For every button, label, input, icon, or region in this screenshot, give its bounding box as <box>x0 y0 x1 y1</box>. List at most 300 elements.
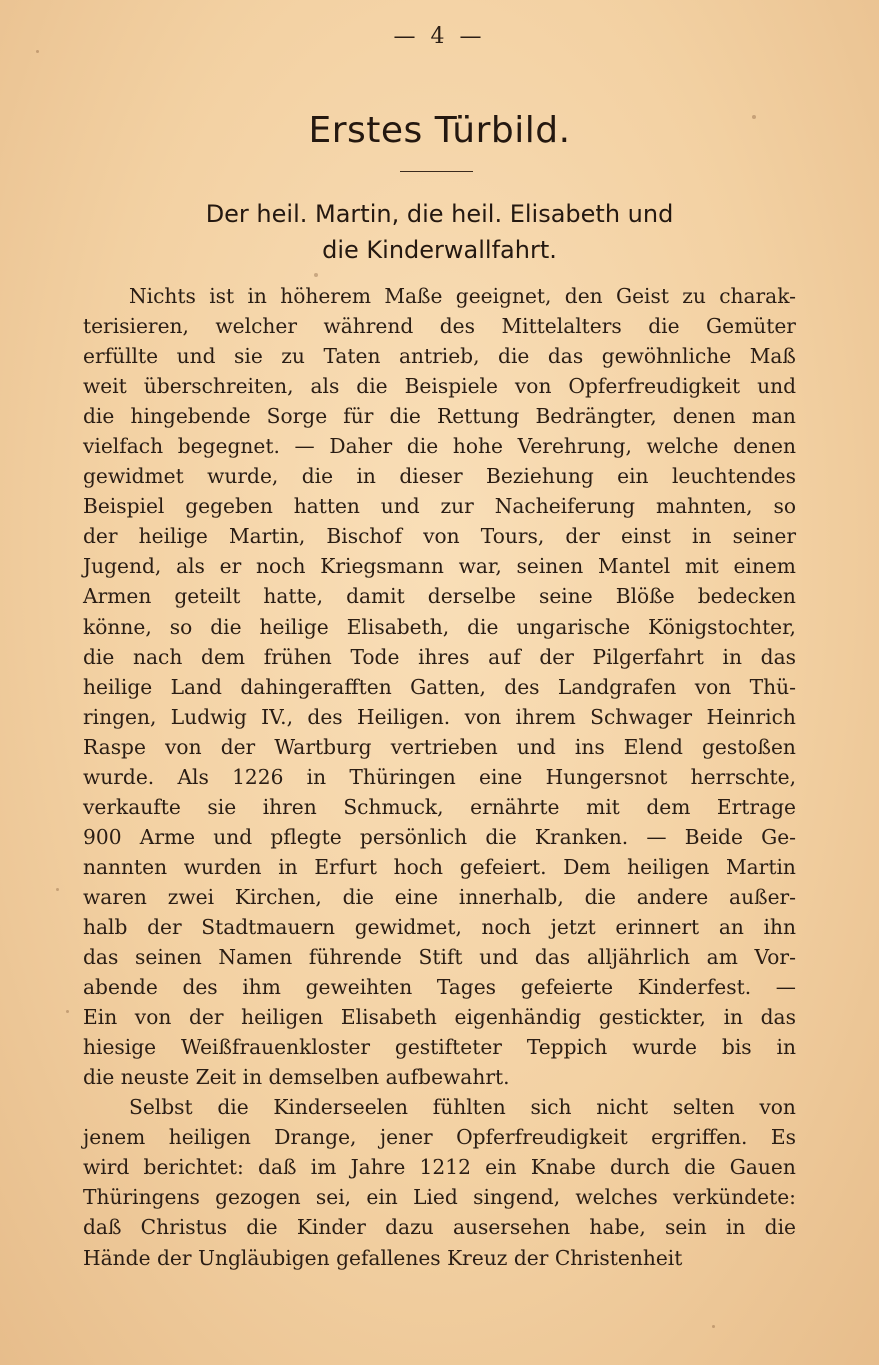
word: Opferfreudigkeit <box>456 1125 628 1150</box>
word: Landgrafen <box>557 674 677 699</box>
word: die <box>684 1155 716 1180</box>
word: Martin, <box>228 524 306 549</box>
word: zur <box>440 494 474 519</box>
word: frühen <box>263 644 332 669</box>
paper-speck <box>712 1325 715 1328</box>
word: Tages <box>436 975 497 1000</box>
word: hatte, <box>263 584 324 609</box>
word: andere <box>636 884 709 909</box>
word: herrschte, <box>690 764 796 789</box>
word: berichtet: <box>143 1155 244 1180</box>
word: eigenhändig <box>454 1005 582 1030</box>
word: in <box>278 854 298 879</box>
word: Thü- <box>749 674 796 699</box>
word: war, <box>458 554 502 579</box>
word: vielfach <box>83 434 164 459</box>
text-line <box>83 551 796 581</box>
word: Maße <box>384 284 443 308</box>
word: aufbewahrt. <box>385 1065 510 1090</box>
word: Kirchen, <box>234 884 322 909</box>
title-divider <box>400 171 473 172</box>
word: habe, <box>589 1215 646 1240</box>
word: Rettung <box>437 404 520 429</box>
word: Ertrage <box>716 794 796 819</box>
word: ergriffen. <box>651 1125 748 1150</box>
word: Vor- <box>754 945 796 970</box>
word: Kinderfest. <box>637 975 752 1000</box>
word: Heinrich <box>706 704 796 729</box>
text-line <box>83 792 796 822</box>
text-line <box>83 371 796 401</box>
word: Teppich <box>526 1035 608 1060</box>
word: ist <box>209 284 235 308</box>
word: vertrieben <box>390 734 498 759</box>
word: seiner <box>732 524 796 549</box>
word: charak- <box>719 284 796 308</box>
word: gewidmet <box>83 464 184 489</box>
word: seinen <box>135 945 202 970</box>
word: neuste <box>120 1065 190 1090</box>
word: eine <box>479 764 523 789</box>
word: ihn <box>763 914 796 939</box>
word: mahnten, <box>655 494 753 519</box>
subtitle-line: die Kinderwallfahrt. <box>322 236 557 264</box>
word: ernährte <box>470 794 560 819</box>
text-line <box>83 311 796 341</box>
word: Gauen <box>729 1155 796 1180</box>
word: Beispiele <box>404 374 498 399</box>
word: Erfurt <box>314 854 377 879</box>
word: Lied <box>413 1185 458 1210</box>
word: die <box>217 1095 249 1120</box>
word: Taten <box>323 344 381 369</box>
word: ihren <box>262 794 317 819</box>
word: Ludwig <box>170 704 247 729</box>
word: außer- <box>729 884 796 909</box>
text-line <box>83 732 796 762</box>
text-line <box>83 1062 796 1092</box>
word: und <box>380 494 420 519</box>
text-line <box>83 581 796 611</box>
word: des <box>307 704 343 729</box>
word: 1226 <box>232 764 284 789</box>
word: antrieb, <box>398 344 480 369</box>
word: dem <box>201 644 246 669</box>
word: wird <box>83 1155 130 1180</box>
word: heilige <box>259 614 329 639</box>
word: IV., <box>261 704 294 729</box>
word: gestoßen <box>701 734 796 759</box>
word: Mittelalters <box>501 314 622 339</box>
word: terisieren, <box>83 314 189 339</box>
text-line <box>83 672 796 702</box>
word: dazu <box>385 1215 434 1240</box>
text-line <box>83 612 796 642</box>
word: und <box>479 945 519 970</box>
word: die <box>764 1215 796 1240</box>
word: heiligen <box>627 854 710 879</box>
word: die <box>498 344 530 369</box>
word: Bischof <box>326 524 403 549</box>
word: Kinder <box>296 1215 366 1240</box>
word: der <box>539 644 574 669</box>
word: die <box>389 404 421 429</box>
word: jetzt <box>550 914 596 939</box>
word: heiligen <box>241 1005 324 1030</box>
text-line <box>83 1032 796 1062</box>
text-line <box>83 642 796 672</box>
text-line <box>83 341 796 371</box>
text-line <box>83 1002 796 1032</box>
word: sie <box>234 344 263 369</box>
word: wurde. <box>83 764 155 789</box>
word: Tode <box>350 644 400 669</box>
word: als <box>310 374 340 399</box>
word: daß <box>83 1215 122 1240</box>
text-line <box>83 461 796 491</box>
word: gewidmet, <box>354 914 462 939</box>
word: gestickter, <box>598 1005 706 1030</box>
word: jenem <box>83 1125 146 1150</box>
word: hiesige <box>83 1035 157 1060</box>
word: fühlten <box>432 1095 506 1120</box>
word: erfüllte <box>83 344 159 369</box>
word: gestifteter <box>394 1035 502 1060</box>
word: Kriegsmann <box>320 554 444 579</box>
word: gefallenes <box>336 1245 441 1270</box>
word: Nacheiferung <box>494 494 636 519</box>
word: und <box>516 734 556 759</box>
word: gefeiert. <box>459 854 547 879</box>
word: Christus <box>140 1215 228 1240</box>
word: Bedrängter, <box>535 404 657 429</box>
word: die <box>83 1065 115 1090</box>
word: weit <box>83 374 127 399</box>
word: dahingerafften <box>240 674 392 699</box>
word: Thüringens <box>83 1185 200 1210</box>
word: die <box>406 434 439 459</box>
word: daß <box>258 1155 297 1180</box>
text-line <box>83 401 796 431</box>
word: Gatten, <box>410 674 486 699</box>
word: die <box>301 464 334 489</box>
word: damit <box>346 584 405 609</box>
word: singend, <box>473 1185 561 1210</box>
word: Pilgerfahrt <box>592 644 704 669</box>
text-line <box>83 1122 796 1152</box>
word: 1212 <box>419 1155 471 1180</box>
word: einem <box>733 554 796 579</box>
word: Stift <box>418 945 463 970</box>
word: Thüringen <box>349 764 456 789</box>
paper-speck <box>66 1010 69 1013</box>
word: das <box>760 1005 796 1030</box>
word: der <box>188 1005 224 1030</box>
text-line <box>83 912 796 942</box>
word: der <box>565 524 600 549</box>
word: von <box>464 704 502 729</box>
word: Geist <box>615 284 669 308</box>
word: selten <box>672 1095 735 1120</box>
page-number: — 4 — <box>393 24 486 49</box>
word: ein <box>485 1155 517 1180</box>
word: in <box>247 284 267 308</box>
word: leuchtendes <box>671 464 796 489</box>
text-line <box>83 1243 796 1273</box>
word: in <box>242 1065 263 1090</box>
word: wurden <box>183 854 262 879</box>
word: alljährlich <box>586 945 690 970</box>
word: dem <box>646 794 691 819</box>
word: wurde, <box>207 464 279 489</box>
word: Sorge <box>266 404 328 429</box>
word: man <box>751 404 796 429</box>
word: Armen <box>83 584 152 609</box>
word: in <box>692 524 712 549</box>
word: noch <box>256 554 306 579</box>
word: sei, <box>315 1185 352 1210</box>
word: 900 <box>83 824 122 849</box>
word: könne, <box>83 614 152 639</box>
text-line <box>83 1092 796 1122</box>
word: nicht <box>596 1095 649 1120</box>
word: Nichts <box>129 284 196 308</box>
word: Kranken. <box>534 824 629 849</box>
word: seinen <box>516 554 584 579</box>
word: hatten <box>293 494 360 519</box>
word: hoch <box>393 854 444 879</box>
word: geweihten <box>305 975 413 1000</box>
word: demselben <box>268 1065 380 1090</box>
word: denen <box>733 434 796 459</box>
word: seine <box>539 584 593 609</box>
word: Kreuz <box>447 1245 508 1270</box>
word: als <box>176 554 205 579</box>
paper-speck <box>314 273 318 277</box>
word: an <box>718 914 744 939</box>
text-line <box>83 852 796 882</box>
word: in <box>725 1215 746 1240</box>
word: des <box>182 975 218 1000</box>
word: Ge- <box>761 824 796 849</box>
word: durch <box>610 1155 670 1180</box>
word: Elend <box>623 734 683 759</box>
text-line <box>83 1182 796 1212</box>
word: noch <box>481 914 531 939</box>
word: und <box>176 344 216 369</box>
word: höherem <box>280 284 372 308</box>
word: ungarische <box>516 614 631 639</box>
word: Gemüter <box>706 314 796 339</box>
word: die <box>467 614 499 639</box>
word: Jahre <box>350 1155 406 1180</box>
word: ein <box>617 464 649 489</box>
word: Knabe <box>530 1155 596 1180</box>
word: Opferfreudigkeit <box>568 374 741 399</box>
word: Elisabeth <box>340 1005 437 1030</box>
word: Beide <box>684 824 743 849</box>
word: Verehrung, <box>517 434 632 459</box>
word: von <box>134 1005 172 1030</box>
word: Beziehung <box>486 464 594 489</box>
word: und <box>757 374 796 399</box>
word: Land <box>170 674 222 699</box>
word: — <box>646 824 667 849</box>
word: Stadtmauern <box>201 914 336 939</box>
word: welcher <box>215 314 297 339</box>
word: Namen <box>218 945 293 970</box>
word: eine <box>394 884 439 909</box>
word: überschreiten, <box>143 374 294 399</box>
word: ihm <box>242 975 281 1000</box>
text-line <box>83 281 796 311</box>
paper-speck <box>36 50 39 53</box>
word: gewöhnliche <box>601 344 732 369</box>
word: gefeierte <box>520 975 614 1000</box>
word: in <box>776 1035 796 1060</box>
word: Drange, <box>274 1125 357 1150</box>
word: führende <box>308 945 402 970</box>
word: einst <box>621 524 671 549</box>
word: waren <box>83 884 147 909</box>
word: geeignet, <box>455 284 552 308</box>
word: erinnert <box>615 914 700 939</box>
word: begegnet. <box>177 434 280 459</box>
word: welches <box>575 1185 658 1210</box>
word: bedecken <box>697 584 796 609</box>
word: das <box>760 644 796 669</box>
word: nannten <box>83 854 168 879</box>
word: nach <box>133 644 183 669</box>
word: derselbe <box>427 584 516 609</box>
word: geteilt <box>174 584 241 609</box>
word: pflegte <box>270 824 342 849</box>
word: zwei <box>167 884 215 909</box>
word: Als <box>177 764 209 789</box>
text-line <box>83 822 796 852</box>
word: Elisabeth, <box>346 614 450 639</box>
word: der <box>83 524 118 549</box>
paper-speck <box>56 888 59 891</box>
word: Dem <box>563 854 611 879</box>
word: hingebende <box>130 404 251 429</box>
body-text <box>83 281 796 1273</box>
word: so <box>169 614 193 639</box>
word: mit <box>684 554 719 579</box>
word: er <box>219 554 242 579</box>
word: Daher <box>329 434 393 459</box>
word: innerhalb, <box>458 884 564 909</box>
word: persönlich <box>359 824 468 849</box>
text-line <box>83 491 796 521</box>
word: — <box>294 434 315 459</box>
word: die <box>83 404 115 429</box>
word: Wartburg <box>274 734 372 759</box>
text-line <box>83 1152 796 1182</box>
word: Selbst <box>129 1095 193 1120</box>
word: Schmuck, <box>343 794 444 819</box>
word: Martin <box>725 854 796 879</box>
word: des <box>504 674 540 699</box>
word: heilige <box>138 524 208 549</box>
word: Jugend, <box>83 554 162 579</box>
word: zu <box>682 284 706 308</box>
word: abende <box>83 975 158 1000</box>
text-line <box>83 762 796 792</box>
word: Schwager <box>590 704 693 729</box>
text-line <box>83 1212 796 1242</box>
word: die <box>356 374 388 399</box>
paper-speck <box>752 115 756 119</box>
word: von <box>759 1095 796 1120</box>
word: der <box>147 914 182 939</box>
word: Königstochter, <box>648 614 796 639</box>
word: die <box>584 884 616 909</box>
word: halb <box>83 914 128 939</box>
word: der <box>220 734 256 759</box>
word: das <box>547 344 584 369</box>
word: ausersehen <box>452 1215 571 1240</box>
word: Tours, <box>480 524 545 549</box>
word: und <box>213 824 253 849</box>
word: während <box>323 314 414 339</box>
word: jener <box>379 1125 433 1150</box>
word: gegeben <box>185 494 273 519</box>
word: am <box>706 945 738 970</box>
word: den <box>564 284 603 308</box>
word: mit <box>586 794 620 819</box>
word: welche <box>646 434 719 459</box>
text-line <box>83 942 796 972</box>
word: hohe <box>452 434 503 459</box>
word: Raspe <box>83 734 146 759</box>
word: der <box>156 1245 192 1270</box>
word: Heiligen. <box>357 704 451 729</box>
word: sich <box>530 1095 572 1120</box>
word: Zeit <box>195 1065 237 1090</box>
word: dieser <box>399 464 463 489</box>
word: Ungläubigen <box>197 1245 330 1270</box>
word: zu <box>281 344 305 369</box>
word: in <box>722 644 742 669</box>
text-line <box>83 431 796 461</box>
word: Kinderseelen <box>273 1095 409 1120</box>
word: die <box>485 824 517 849</box>
word: verkündete: <box>672 1185 796 1210</box>
word: die <box>342 884 374 909</box>
word: das <box>83 945 119 970</box>
word: heilige <box>83 674 153 699</box>
word: von <box>514 374 552 399</box>
word: das <box>534 945 571 970</box>
text-line <box>83 521 796 551</box>
subtitle-line: Der heil. Martin, die heil. Elisabeth und <box>205 200 674 228</box>
word: heiligen <box>168 1125 251 1150</box>
word: die <box>210 614 242 639</box>
word: des <box>439 314 475 339</box>
word: Es <box>770 1125 796 1150</box>
word: sie <box>207 794 237 819</box>
word: die <box>83 644 115 669</box>
word: wurde <box>632 1035 697 1060</box>
word: ihres <box>418 644 470 669</box>
word: sein <box>664 1215 707 1240</box>
word: — <box>775 975 796 1000</box>
word: von <box>694 674 732 699</box>
word: ein <box>366 1185 398 1210</box>
word: Ein <box>83 1005 118 1030</box>
word: denen <box>672 404 736 429</box>
